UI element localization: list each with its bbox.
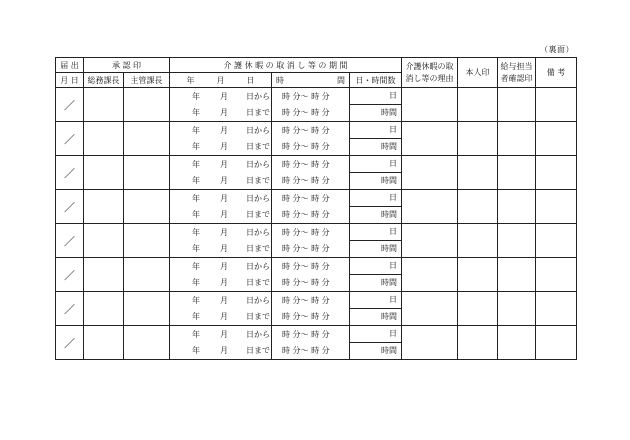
approval-stamp-header: 承 認 印 [84, 58, 170, 73]
date-separator: ／ [64, 98, 75, 112]
period-time-cell[interactable] [272, 122, 350, 156]
approver-section-chief-header: 主管課長 [124, 73, 170, 88]
time-to-line: 時 分～ 時 分 [282, 107, 330, 117]
period-date-cell[interactable] [170, 122, 272, 156]
date-separator: ／ [64, 200, 75, 214]
period-time-cell[interactable] [272, 224, 350, 258]
days-count: 日 [350, 326, 401, 343]
table-row [56, 258, 577, 292]
self-stamp-cell[interactable] [458, 292, 498, 326]
reason-cell[interactable] [402, 224, 458, 258]
self-stamp-header: 本人印 [458, 58, 498, 88]
reason-cell[interactable] [402, 88, 458, 122]
hours-count: 時間 [381, 346, 398, 355]
date-to-line: 年 月 日まで [192, 141, 270, 151]
remarks-cell[interactable] [536, 258, 577, 292]
date-from-line: 年 月 日から [192, 227, 270, 237]
general-affairs-stamp-cell[interactable] [84, 88, 124, 122]
period-date-cell[interactable] [170, 156, 272, 190]
general-affairs-stamp-cell[interactable] [84, 122, 124, 156]
section-chief-stamp-cell[interactable] [124, 224, 170, 258]
duration-cell[interactable] [350, 224, 402, 258]
date-from-line: 年 月 日から [192, 193, 270, 203]
duration-cell[interactable] [350, 258, 402, 292]
payroll-check-cell[interactable] [498, 224, 536, 258]
notify-date-cell[interactable] [56, 258, 84, 292]
period-date-cell[interactable] [170, 224, 272, 258]
reason-cell[interactable] [402, 190, 458, 224]
section-chief-stamp-cell[interactable] [124, 156, 170, 190]
date-to-line: 年 月 日まで [192, 107, 270, 117]
table-row [56, 292, 577, 326]
hours-count: 時間 [381, 210, 398, 219]
payroll-check-cell[interactable] [498, 326, 536, 360]
date-from-line: 年 月 日から [192, 261, 270, 271]
hours-count: 時間 [381, 312, 398, 321]
period-date-cell[interactable] [170, 258, 272, 292]
remarks-cell[interactable] [536, 326, 577, 360]
period-date-cell[interactable] [170, 326, 272, 360]
time-from-line: 時 分～ 時 分 [282, 91, 330, 101]
days-count: 日 [350, 292, 401, 309]
hours-count: 時間 [381, 278, 398, 287]
hours-count: 時間 [381, 142, 398, 151]
days-count: 日 [350, 156, 401, 173]
date-separator: ／ [64, 234, 75, 248]
payroll-check-cell[interactable] [498, 258, 536, 292]
duration-cell[interactable] [350, 88, 402, 122]
table-row [56, 122, 577, 156]
general-affairs-stamp-cell[interactable] [84, 292, 124, 326]
period-time-cell[interactable] [272, 190, 350, 224]
time-from-line: 時 分～ 時 分 [282, 125, 330, 135]
days-count: 日 [350, 88, 401, 105]
reason-cell[interactable] [402, 258, 458, 292]
duration-cell[interactable] [350, 326, 402, 360]
duration-cell[interactable] [350, 292, 402, 326]
time-from-line: 時 分～ 時 分 [282, 329, 330, 339]
days-count: 日 [350, 224, 401, 241]
payroll-check-cell[interactable] [498, 292, 536, 326]
time-to-line: 時 分～ 時 分 [282, 345, 330, 355]
date-to-line: 年 月 日まで [192, 209, 270, 219]
time-from-line: 時 分～ 時 分 [282, 159, 330, 169]
date-to-line: 年 月 日まで [192, 277, 270, 287]
time-to-line: 時 分～ 時 分 [282, 243, 330, 253]
section-chief-stamp-cell[interactable] [124, 326, 170, 360]
hours-count: 時間 [381, 244, 398, 253]
date-from-line: 年 月 日から [192, 295, 270, 305]
period-date-cell[interactable] [170, 292, 272, 326]
hours-count: 時間 [381, 176, 398, 185]
days-count: 日 [350, 122, 401, 139]
notify-date-header-top: 届 出 [56, 58, 84, 73]
notify-date-cell[interactable] [56, 224, 84, 258]
reason-cell[interactable] [402, 156, 458, 190]
time-to-line: 時 分～ 時 分 [282, 277, 330, 287]
time-to-line: 時 分～ 時 分 [282, 175, 330, 185]
notify-date-cell[interactable] [56, 88, 84, 122]
date-to-line: 年 月 日まで [192, 243, 270, 253]
period-time-cell[interactable] [272, 292, 350, 326]
reason-cell[interactable] [402, 292, 458, 326]
notify-date-cell[interactable] [56, 190, 84, 224]
notify-date-cell[interactable] [56, 156, 84, 190]
self-stamp-cell[interactable] [458, 258, 498, 292]
remarks-header: 備 考 [536, 58, 577, 88]
notify-date-cell[interactable] [56, 326, 84, 360]
duration-cell[interactable] [350, 156, 402, 190]
date-to-line: 年 月 日まで [192, 311, 270, 321]
self-stamp-cell[interactable] [458, 224, 498, 258]
period-time-cell[interactable] [272, 258, 350, 292]
payroll-check-cell[interactable] [498, 88, 536, 122]
self-stamp-cell[interactable] [458, 156, 498, 190]
date-separator: ／ [64, 336, 75, 350]
period-time-cell[interactable] [272, 88, 350, 122]
notify-date-header-bottom: 月 日 [56, 73, 84, 88]
remarks-cell[interactable] [536, 122, 577, 156]
reason-header: 介護休暇の取 消し等の理由 [402, 58, 458, 88]
self-stamp-cell[interactable] [458, 326, 498, 360]
date-separator: ／ [64, 268, 75, 282]
date-from-line: 年 月 日から [192, 91, 270, 101]
notify-date-cell[interactable] [56, 292, 84, 326]
period-count-subheader: 日・時間数 [350, 73, 402, 88]
table-row [56, 224, 577, 258]
table-row [56, 190, 577, 224]
date-separator: ／ [64, 132, 75, 146]
payroll-check-cell[interactable] [498, 122, 536, 156]
time-from-line: 時 分～ 時 分 [282, 227, 330, 237]
self-stamp-cell[interactable] [458, 190, 498, 224]
time-from-line: 時 分～ 時 分 [282, 295, 330, 305]
self-stamp-cell[interactable] [458, 122, 498, 156]
date-to-line: 年 月 日まで [192, 175, 270, 185]
period-time-cell[interactable] [272, 326, 350, 360]
section-chief-stamp-cell[interactable] [124, 292, 170, 326]
table-row [56, 88, 577, 122]
general-affairs-stamp-cell[interactable] [84, 258, 124, 292]
time-from-line: 時 分～ 時 分 [282, 261, 330, 271]
time-to-line: 時 分～ 時 分 [282, 311, 330, 321]
date-from-line: 年 月 日から [192, 329, 270, 339]
remarks-cell[interactable] [536, 292, 577, 326]
remarks-cell[interactable] [536, 156, 577, 190]
section-chief-stamp-cell[interactable] [124, 190, 170, 224]
date-separator: ／ [64, 166, 75, 180]
hours-count: 時間 [381, 108, 398, 117]
table-row [56, 326, 577, 360]
time-to-line: 時 分～ 時 分 [282, 141, 330, 151]
general-affairs-stamp-cell[interactable] [84, 190, 124, 224]
general-affairs-stamp-cell[interactable] [84, 326, 124, 360]
general-affairs-stamp-cell[interactable] [84, 224, 124, 258]
self-stamp-cell[interactable] [458, 88, 498, 122]
reverse-side-label: （裏面） [540, 45, 574, 54]
period-header: 介 護 休 暇 の 取 消 し 等 の 期 間 [170, 58, 402, 73]
remarks-cell[interactable] [536, 88, 577, 122]
time-to-line: 時 分～ 時 分 [282, 209, 330, 219]
period-time-cell[interactable] [272, 156, 350, 190]
duration-cell[interactable] [350, 122, 402, 156]
date-to-line: 年 月 日まで [192, 345, 270, 355]
care-leave-cancellation-table [55, 57, 577, 360]
reason-cell[interactable] [402, 122, 458, 156]
approver-general-affairs-header: 総務課長 [84, 73, 124, 88]
notify-date-cell[interactable] [56, 122, 84, 156]
period-date-cell[interactable] [170, 190, 272, 224]
period-date-cell[interactable] [170, 88, 272, 122]
general-affairs-stamp-cell[interactable] [84, 156, 124, 190]
date-separator: ／ [64, 302, 75, 316]
remarks-cell[interactable] [536, 224, 577, 258]
section-chief-stamp-cell[interactable] [124, 122, 170, 156]
period-date-subheader: 年 月 日 [170, 73, 272, 88]
table-row [56, 156, 577, 190]
date-from-line: 年 月 日から [192, 159, 270, 169]
section-chief-stamp-cell[interactable] [124, 88, 170, 122]
time-from-line: 時 分～ 時 分 [282, 193, 330, 203]
payroll-check-cell[interactable] [498, 190, 536, 224]
period-time-subheader: 時 間 [272, 73, 350, 88]
payroll-check-header: 給与担当 者確認印 [498, 58, 536, 88]
remarks-cell[interactable] [536, 190, 577, 224]
section-chief-stamp-cell[interactable] [124, 258, 170, 292]
date-from-line: 年 月 日から [192, 125, 270, 135]
days-count: 日 [350, 258, 401, 275]
duration-cell[interactable] [350, 190, 402, 224]
days-count: 日 [350, 190, 401, 207]
reason-cell[interactable] [402, 326, 458, 360]
payroll-check-cell[interactable] [498, 156, 536, 190]
